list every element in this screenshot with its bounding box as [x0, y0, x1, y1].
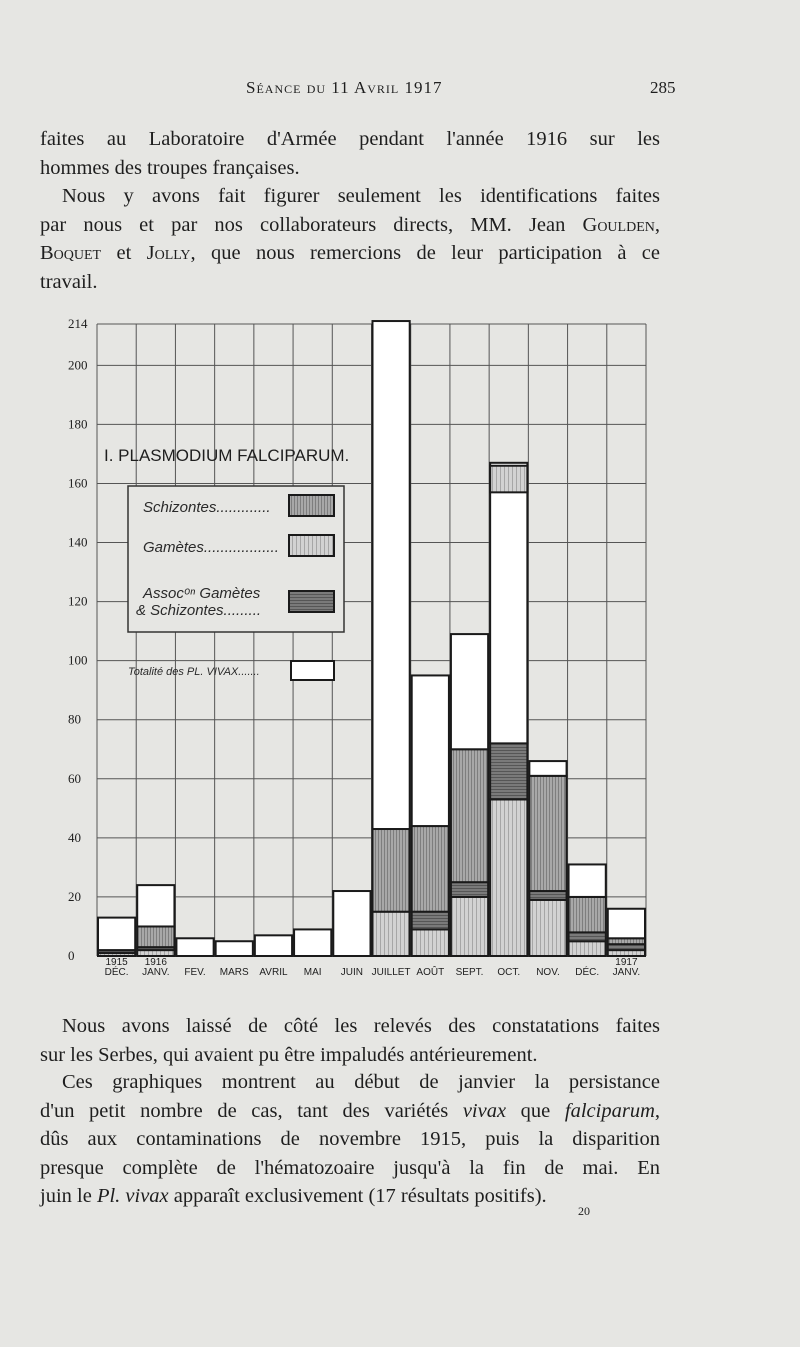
bar-segment: [98, 918, 135, 950]
bar-segment: [412, 912, 449, 930]
species-name: falciparum: [564, 1099, 655, 1122]
bar-segment: [373, 829, 410, 912]
legend-label: Gamètes..................: [143, 539, 279, 556]
bar-segment: [294, 929, 331, 956]
y-tick-label: 60: [68, 770, 81, 786]
legend-label: Schizontes.............: [143, 499, 271, 516]
y-tick-label: 140: [68, 534, 88, 550]
text-line: [40, 1182, 660, 1211]
text-line: Ces graphiques montrent au début de janvier la persistance: [62, 1071, 660, 1093]
text-span: juin le: [40, 1185, 97, 1207]
bar-segment: [490, 743, 527, 799]
bar-segment: [490, 463, 527, 744]
bar-segment: [490, 799, 527, 956]
legend-swatch-vivax: [291, 661, 334, 680]
person-name: Boquet: [40, 242, 102, 264]
bar-segment: [608, 909, 645, 939]
text-line: [40, 211, 660, 240]
bar-segment: [373, 912, 410, 956]
bar-segment: [569, 941, 606, 956]
text-line: [40, 1097, 660, 1126]
bar-segment: [137, 926, 174, 947]
species-name: vivax: [462, 1099, 507, 1122]
running-header: [0, 78, 800, 102]
x-month-label: SEPT.: [455, 967, 484, 978]
paragraph-bottom-1: [40, 1012, 660, 1069]
legend-label-vivax: Totalité des PL. VIVAX.......: [128, 666, 260, 678]
y-tick-label: 0: [68, 948, 75, 963]
bar-segment: [569, 897, 606, 932]
x-month-label: JUILLET: [371, 967, 411, 978]
y-tick-label: 200: [68, 357, 88, 373]
x-month-label: MARS: [219, 967, 249, 978]
x-month-label: MAI: [303, 967, 322, 978]
text-span: par nous et par nos collaborateurs directs, MM. Jean: [40, 213, 583, 236]
text-span: ,: [654, 213, 660, 236]
page-number: 285: [650, 78, 676, 97]
paragraph-bottom-2: [40, 1068, 660, 1211]
legend-label: Assocᵒⁿ Gamètes: [143, 585, 261, 602]
running-title: Séance du 11 Avril 1917: [246, 78, 443, 97]
paragraph-top-1: [40, 125, 660, 182]
x-year-label: 1916: [144, 957, 167, 968]
paragraph-top-2: [40, 182, 660, 296]
bar-segment: [137, 885, 174, 926]
y-tick-label: 180: [68, 416, 88, 432]
bar-segment: [451, 634, 488, 749]
x-month-label: AOÛT: [416, 967, 445, 978]
text-span: ,: [654, 1099, 660, 1122]
text-span: que: [506, 1099, 565, 1122]
x-month-label: FEV.: [184, 967, 206, 978]
text-line: hommes des troupes françaises.: [40, 156, 300, 179]
bar-segment: [569, 932, 606, 941]
text-line: Nous y avons fait figurer seulement les identifications faites: [62, 185, 660, 207]
text-line: Nous avons laissé de côté les relevés des constatations faites: [62, 1015, 660, 1037]
malaria-monthly-chart: [0, 300, 800, 990]
y-tick-label: 120: [68, 593, 88, 609]
bar-segment: [490, 466, 527, 493]
x-month-label: AVRIL: [259, 967, 288, 978]
x-month-label: OCT.: [497, 967, 521, 978]
legend-label: & Schizontes.........: [136, 602, 262, 619]
bar-segment: [451, 882, 488, 897]
y-tick-label: 20: [68, 888, 81, 904]
x-year-label: 1915: [105, 957, 128, 968]
bar-segment: [373, 321, 410, 829]
legend-swatch: [289, 535, 334, 556]
bar-segment: [529, 761, 566, 776]
text-line: travail.: [40, 270, 98, 293]
person-name: Jolly: [146, 242, 191, 264]
x-month-label: JANV.: [612, 967, 641, 978]
x-month-label: DÉC.: [104, 967, 129, 978]
x-year-label: 1917: [615, 957, 638, 968]
bar-segment: [176, 938, 213, 956]
bar-segment: [255, 935, 292, 956]
text-span: apparaît exclusivement (17 résultats positifs).: [168, 1185, 547, 1207]
bar-segment: [412, 826, 449, 912]
legend-swatch: [289, 495, 334, 516]
bar-segment: [412, 929, 449, 956]
text-span: et: [101, 242, 147, 264]
text-span: d'un petit nombre de cas, tant des variétés: [40, 1099, 463, 1122]
bar-segment: [451, 897, 488, 956]
species-name: Pl. vivax: [96, 1185, 169, 1207]
bar-segment: [333, 891, 370, 956]
text-line: sur les Serbes, qui avaient pu être impaludés antérieurement.: [40, 1043, 538, 1066]
y-tick-label: 80: [68, 711, 81, 727]
bar-segment: [451, 749, 488, 882]
x-month-label: NOV.: [536, 967, 560, 978]
text-line: [40, 239, 660, 268]
bar-segment: [529, 776, 566, 891]
legend-title: I. PLASMODIUM FALCIPARUM.: [104, 446, 350, 465]
person-name: Goulden: [582, 213, 655, 236]
bar-segment: [216, 941, 253, 956]
bar-segment: [569, 864, 606, 896]
y-tick-label: 100: [68, 652, 88, 668]
y-tick-label: 214: [68, 316, 88, 331]
y-tick-label: 160: [68, 475, 88, 491]
x-month-label: JANV.: [142, 967, 170, 978]
x-month-label: DÉC.: [575, 967, 600, 978]
text-line: presque complète de l'hématozoaire jusqu'à la fin de mai. En: [40, 1156, 660, 1179]
text-line: dûs aux contaminations de novembre 1915, puis la disparition: [40, 1128, 660, 1150]
legend-swatch: [289, 591, 334, 612]
x-month-label: JUIN: [340, 967, 364, 978]
text-span: , que nous remercions de leur participation à ce: [190, 242, 661, 264]
bar-segment: [529, 891, 566, 900]
y-tick-label: 40: [68, 829, 81, 845]
bar-segment: [529, 900, 566, 956]
text-line: faites au Laboratoire d'Armée pendant l'année 1916 sur les: [40, 128, 660, 150]
chart-legend: [104, 446, 349, 680]
bar-segment: [412, 675, 449, 826]
signature-mark: 20: [578, 1204, 590, 1218]
